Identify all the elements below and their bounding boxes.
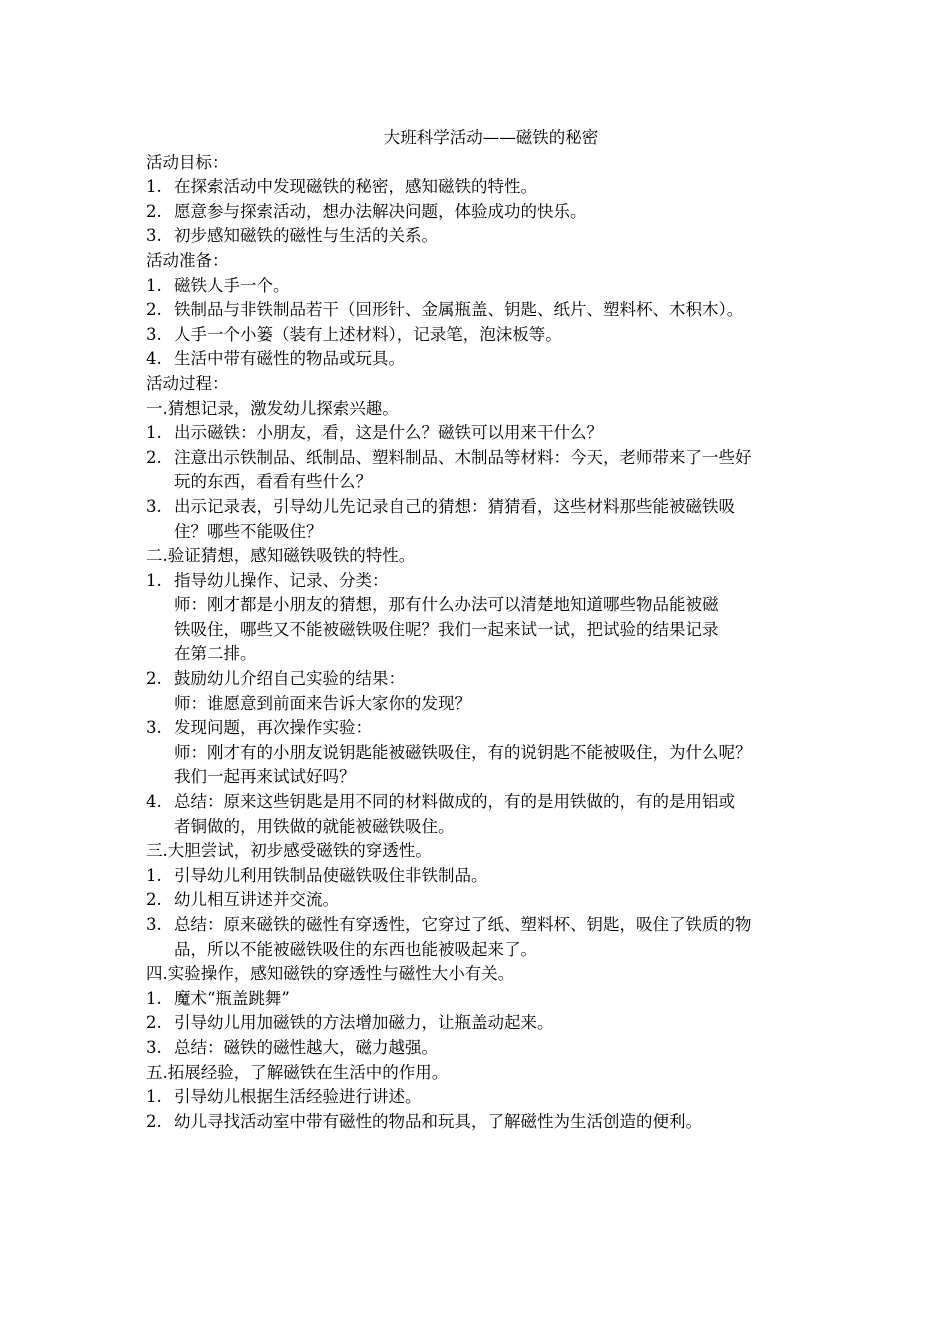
section-heading: 三.大胆尝试，初步感受磁铁的穿透性。 bbox=[146, 841, 432, 861]
item-continuation: 我们一起再来试试好吗？ bbox=[174, 767, 356, 787]
list-item bbox=[146, 421, 836, 446]
list-item bbox=[146, 1085, 836, 1110]
list-item bbox=[146, 716, 836, 741]
item-continuation: 者铜做的，用铁做的就能被磁铁吸住。 bbox=[174, 816, 455, 836]
item-number: 3. bbox=[146, 226, 162, 246]
item-number: 2. bbox=[146, 890, 162, 910]
document-page bbox=[146, 126, 836, 1134]
item-text: 在探索活动中发现磁铁的秘密，感知磁铁的特性。 bbox=[174, 177, 537, 197]
item-number: 3. bbox=[146, 496, 162, 516]
list-item bbox=[146, 323, 836, 348]
process-heading: 活动过程： bbox=[146, 373, 229, 393]
section-heading: 四.实验操作，感知磁铁的穿透性与磁性大小有关。 bbox=[146, 964, 515, 984]
list-item bbox=[146, 298, 836, 323]
list-item bbox=[146, 864, 836, 889]
list-item bbox=[146, 1011, 836, 1036]
item-continuation: 品，所以不能被磁铁吸住的东西也能被吸起来了。 bbox=[174, 939, 537, 959]
document-title: 大班科学活动——磁铁的秘密 bbox=[383, 128, 599, 147]
item-text: 总结：原来这些钥匙是用不同的材料做成的，有的是用铁做的，有的是用铝或 bbox=[174, 792, 735, 812]
list-item bbox=[146, 200, 836, 225]
item-text: 磁铁人手一个。 bbox=[174, 275, 290, 295]
item-continuation: 在第二排。 bbox=[174, 644, 257, 664]
item-text: 鼓励幼儿介绍自己实验的结果： bbox=[174, 669, 405, 689]
list-item bbox=[146, 569, 836, 594]
item-text: 幼儿相互讲述并交流。 bbox=[174, 890, 339, 910]
item-continuation: 师：谁愿意到前面来告诉大家你的发现？ bbox=[174, 693, 471, 713]
section-heading: 二.验证猜想，感知磁铁吸铁的特性。 bbox=[146, 546, 416, 566]
list-item bbox=[146, 446, 836, 471]
item-number: 1. bbox=[146, 423, 162, 443]
item-text: 生活中带有磁性的物品或玩具。 bbox=[174, 349, 405, 369]
item-number: 3. bbox=[146, 1037, 162, 1057]
item-continuation: 玩的东西，看看有些什么？ bbox=[174, 472, 372, 492]
item-number: 4. bbox=[146, 349, 162, 369]
section-heading: 五.拓展经验，了解磁铁在生活中的作用。 bbox=[146, 1062, 449, 1082]
item-number: 2. bbox=[146, 447, 162, 467]
item-text: 铁制品与非铁制品若干（回形针、金属瓶盖、钥匙、纸片、塑料杯、木积木）。 bbox=[174, 300, 744, 320]
list-item bbox=[146, 1036, 836, 1061]
item-text: 幼儿寻找活动室中带有磁性的物品和玩具，了解磁性为生活创造的便利。 bbox=[174, 1111, 702, 1131]
item-text: 注意出示铁制品、纸制品、塑料制品、木制品等材料：今天，老师带来了一些好 bbox=[174, 447, 752, 467]
item-text: 出示磁铁：小朋友，看，这是什么？磁铁可以用来干什么？ bbox=[174, 423, 603, 443]
item-text: 愿意参与探索活动，想办法解决问题，体验成功的快乐。 bbox=[174, 201, 587, 221]
item-continuation: 师：刚才有的小朋友说钥匙能被磁铁吸住，有的说钥匙不能被吸住，为什么呢？ bbox=[174, 742, 752, 762]
list-item bbox=[146, 347, 836, 372]
item-text: 魔术“瓶盖跳舞” bbox=[174, 988, 290, 1008]
item-number: 2. bbox=[146, 201, 162, 221]
item-number: 1. bbox=[146, 1087, 162, 1107]
item-number: 2. bbox=[146, 669, 162, 689]
item-number: 3. bbox=[146, 915, 162, 934]
item-text: 引导幼儿根据生活经验进行讲述。 bbox=[174, 1087, 422, 1107]
list-item bbox=[146, 790, 836, 815]
item-number: 1. bbox=[146, 275, 162, 295]
item-number: 2. bbox=[146, 300, 162, 320]
item-number: 3. bbox=[146, 324, 162, 344]
item-number: 1. bbox=[146, 570, 162, 590]
item-text: 引导幼儿利用铁制品使磁铁吸住非铁制品。 bbox=[174, 865, 488, 885]
item-number: 2. bbox=[146, 1013, 162, 1033]
item-text: 总结：磁铁的磁性越大，磁力越强。 bbox=[174, 1037, 438, 1057]
item-number: 3. bbox=[146, 718, 162, 738]
section-heading: 一.猜想记录，激发幼儿探索兴趣。 bbox=[146, 398, 399, 418]
item-text: 出示记录表，引导幼儿先记录自己的猜想：猜猜看，这些材料那些能被磁铁吸 bbox=[174, 496, 735, 516]
list-item bbox=[146, 274, 836, 299]
list-item bbox=[146, 175, 836, 200]
item-number: 4. bbox=[146, 792, 162, 812]
item-continuation: 住？哪些不能吸住？ bbox=[174, 521, 323, 541]
item-number: 1. bbox=[146, 865, 162, 885]
item-continuation: 师：刚才都是小朋友的猜想，那有什么办法可以清楚地知道哪些物品能被磁 bbox=[174, 595, 719, 615]
list-item bbox=[146, 1110, 836, 1135]
prep-heading: 活动准备： bbox=[146, 250, 229, 270]
item-text: 总结：原来磁铁的磁性有穿透性，它穿过了纸、塑料杯、钥匙，吸住了铁质的物 bbox=[174, 915, 752, 934]
list-item bbox=[146, 888, 836, 913]
item-text: 引导幼儿用加磁铁的方法增加磁力，让瓶盖动起来。 bbox=[174, 1013, 554, 1033]
list-item bbox=[146, 987, 836, 1012]
item-number: 1. bbox=[146, 988, 162, 1008]
list-item bbox=[146, 913, 836, 938]
item-text: 初步感知磁铁的磁性与生活的关系。 bbox=[174, 226, 438, 246]
item-text: 指导幼儿操作、记录、分类： bbox=[174, 570, 389, 590]
list-item bbox=[146, 495, 836, 520]
item-number: 2. bbox=[146, 1111, 162, 1131]
item-continuation: 铁吸住，哪些又不能被磁铁吸住呢？我们一起来试一试，把试验的结果记录 bbox=[174, 619, 719, 639]
list-item bbox=[146, 667, 836, 692]
goals-heading: 活动目标： bbox=[146, 152, 229, 172]
item-text: 发现问题，再次操作实验： bbox=[174, 718, 372, 738]
list-item bbox=[146, 224, 836, 249]
item-number: 1. bbox=[146, 177, 162, 197]
item-text: 人手一个小篓（装有上述材料），记录笔，泡沫板等。 bbox=[174, 324, 562, 344]
